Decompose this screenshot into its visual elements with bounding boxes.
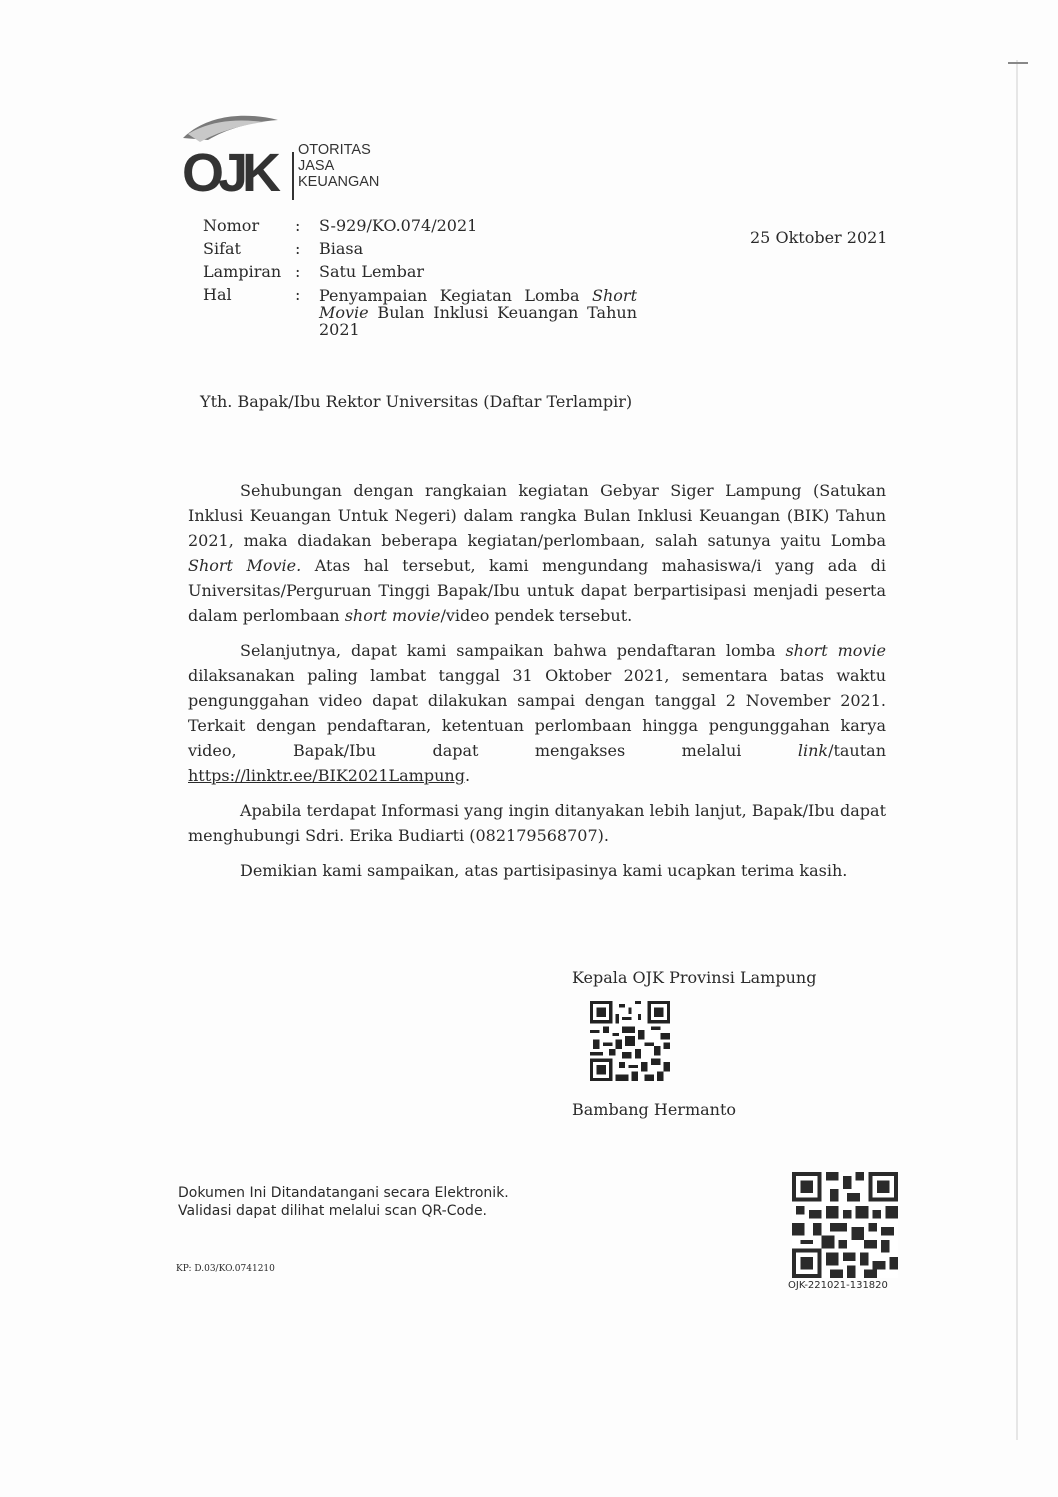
lampiran-label: Lampiran [203, 262, 282, 281]
logo-line-2: JASA [298, 158, 335, 174]
e-sign-line-2: Validasi dapat dilihat melalui scan QR-Code. [178, 1203, 488, 1219]
colon: : [295, 262, 301, 281]
paragraph-4: Demikian kami sampaikan, atas partisipasinya kami ucapkan terima kasih. [240, 861, 848, 880]
logo-divider [292, 152, 294, 200]
logo-letters: OJK [182, 143, 276, 203]
hal-value: Penyampaian Kegiatan Lomba Short Movie Bulan Inklusi Keuangan Tahun 2021 [319, 286, 637, 339]
signature-title: Kepala OJK Provinsi Lampung [572, 968, 817, 987]
paragraph-1: Sehubungan dengan rangkaian kegiatan Gebyar Siger Lampung (Satukan Inklusi Keuangan Untuk Negeri) dalam rangka Bulan Inklusi Keuangan (BIK) Tahun 2021, maka diadakan beberapa kegiatan/perlombaan, salah satunya yaitu Lomba Short Movie. Atas hal tersebut, kami mengundang mahasiswa/i yang ada di Universitas/Perguruan Tinggi Bapak/Ibu untuk dapat berpartisipasi menjadi peserta dalam perlombaan short movie/video pendek tersebut. [188, 481, 886, 625]
e-sign-line-1: Dokumen Ini Ditandatangani secara Elektronik. [178, 1185, 509, 1201]
meta-nomor [203, 214, 637, 237]
hal-label: Hal [203, 285, 232, 304]
meta-sifat [203, 237, 637, 260]
lampiran-value: Satu Lembar [319, 262, 425, 281]
paragraph-3: Apabila terdapat Informasi yang ingin ditanyakan lebih lanjut, Bapak/Ibu dapat menghubungi Sdri. Erika Budiarti (082179568707). [188, 801, 886, 845]
paragraph-2: Selanjutnya, dapat kami sampaikan bahwa pendaftaran lomba short movie dilaksanakan paling lambat tanggal 31 Oktober 2021, sementara batas waktu pengunggahan video dapat dilakukan sampai dengan tanggal 2 November 2021. Terkait dengan pendaftaran, ketentuan perlombaan hingga pengunggahan karya video, Bapak/Ibu dapat mengakses melalui link/tautan https://linktr.ee/BIK2021Lampung. [188, 641, 886, 785]
sifat-label: Sifat [203, 239, 241, 258]
letter-body [188, 478, 886, 893]
colon: : [295, 216, 301, 235]
validation-qr-code-icon [792, 1170, 898, 1280]
colon: : [295, 239, 301, 258]
nomor-value: S-929/KO.074/2021 [319, 216, 478, 235]
document-code: KP: D.03/KO.0741210 [176, 1264, 275, 1274]
letter-meta [203, 214, 637, 338]
signature-qr-code-icon [590, 1000, 670, 1082]
nomor-label: Nomor [203, 216, 260, 235]
qr-code-id: OJK-221021-131820 [788, 1280, 888, 1291]
page-edge-mark [1008, 62, 1028, 64]
e-sign-note [178, 1184, 509, 1220]
letter-date: 25 Oktober 2021 [750, 228, 888, 247]
meta-lampiran [203, 260, 637, 283]
signatory-name: Bambang Hermanto [572, 1100, 737, 1119]
logo-wordmark [298, 142, 379, 190]
sifat-value: Biasa [319, 239, 364, 258]
colon: : [295, 285, 301, 304]
meta-hal [203, 283, 637, 338]
recipient: Yth. Bapak/Ibu Rektor Universitas (Daftar Terlampir) [200, 392, 633, 411]
ojk-logo [178, 108, 418, 208]
registration-link[interactable]: https://linktr.ee/BIK2021Lampung [188, 766, 465, 785]
page-edge [1016, 60, 1018, 1440]
logo-line-1: OTORITAS [298, 142, 371, 158]
logo-line-3: KEUANGAN [298, 174, 380, 190]
